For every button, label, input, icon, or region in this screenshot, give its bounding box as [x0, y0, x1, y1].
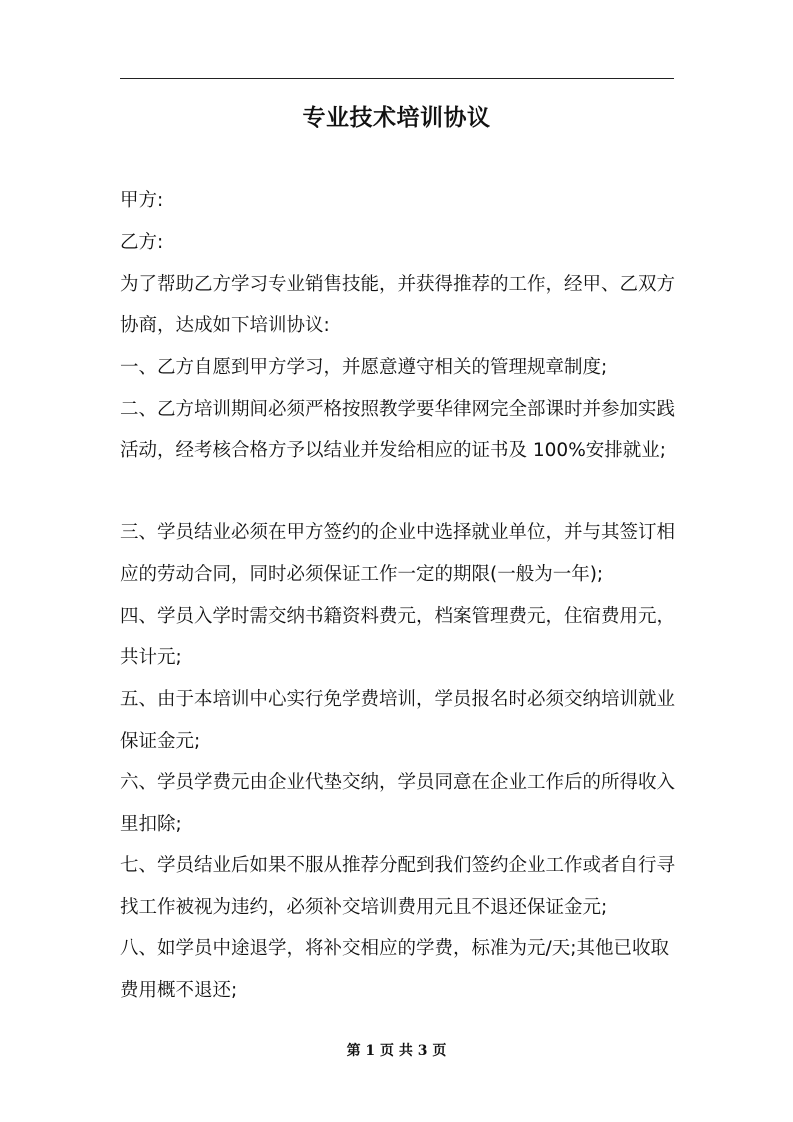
header-rule	[120, 78, 674, 79]
clause-2-line: 二、乙方培训期间必须严格按照教学要华律网完全部课时并参加实践	[120, 399, 676, 420]
clause-8-line: 八、如学员中途退学，将补交相应的学费，标准为元/天;其他已收取	[120, 938, 669, 959]
clause-3-line: 应的劳动合同，同时必须保证工作一定的期限(一般为一年);	[120, 564, 604, 585]
party-b-line: 乙方:	[120, 232, 164, 253]
clause-3-line: 三、学员结业必须在甲方签约的企业中选择就业单位，并与其签订相	[120, 522, 676, 543]
document-title: 专业技术培训协议	[302, 105, 491, 131]
clause-6-line: 里扣除;	[120, 814, 182, 835]
clause-7-line: 找工作被视为违约，必须补交培训费用元且不退还保证金元;	[120, 897, 608, 918]
clause-5-line: 五、由于本培训中心实行免学费培训，学员报名时必须交纳培训就业	[120, 689, 676, 710]
clause-8-line: 费用概不退还;	[120, 980, 238, 1001]
clause-4-line: 四、学员入学时需交纳书籍资料费元，档案管理费元，住宿费用元，	[120, 606, 676, 627]
page-number: 第 1 页 共 3 页	[346, 1043, 447, 1059]
clause-7-line: 七、学员结业后如果不服从推荐分配到我们签约企业工作或者自行寻	[120, 855, 676, 876]
clause-1-line: 一、乙方自愿到甲方学习，并愿意遵守相关的管理规章制度;	[120, 357, 608, 378]
paragraph-line: 为了帮助乙方学习专业销售技能，并获得推荐的工作，经甲、乙双方	[120, 274, 676, 295]
clause-2-line: 活动，经考核合格方予以结业并发给相应的证书及 100%安排就业;	[120, 440, 667, 461]
clause-4-line: 共计元;	[120, 647, 182, 668]
party-a-line: 甲方:	[120, 190, 164, 211]
clause-5-line: 保证金元;	[120, 731, 201, 752]
paragraph-line: 协商，达成如下培训协议:	[120, 315, 330, 336]
clause-6-line: 六、学员学费元由企业代垫交纳，学员同意在企业工作后的所得收入	[120, 772, 676, 793]
